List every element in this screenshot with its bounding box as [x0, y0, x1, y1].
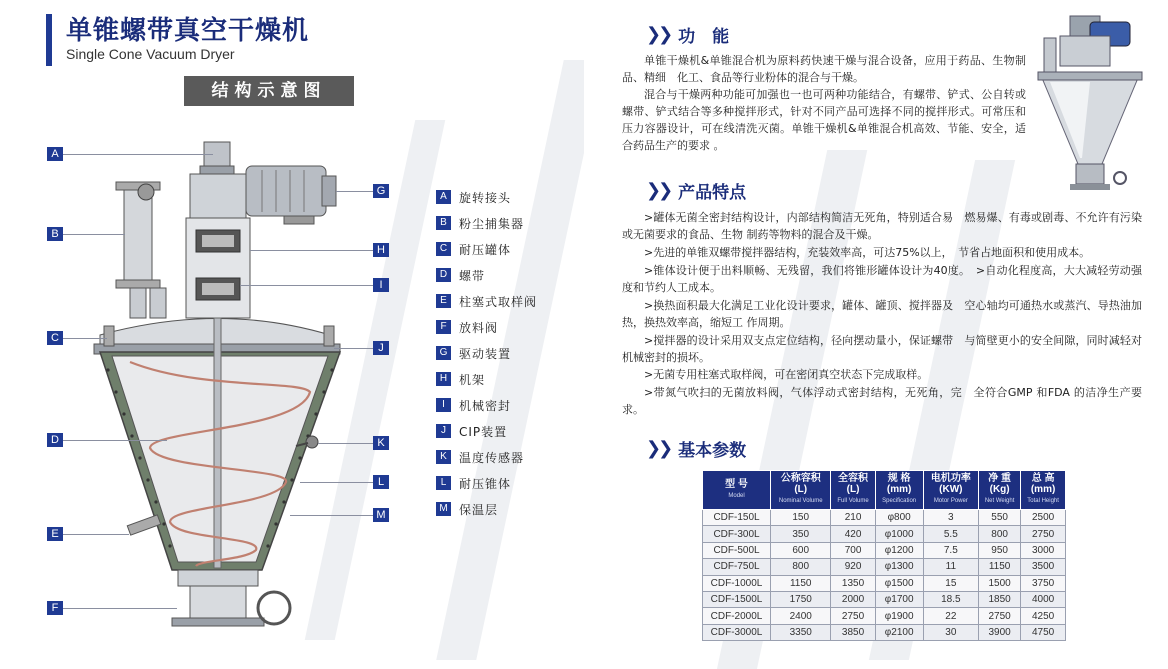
- table-cell: 950: [979, 542, 1021, 558]
- component-legend: [436, 184, 537, 522]
- table-cell: 600: [771, 542, 831, 558]
- table-row: [703, 624, 1066, 640]
- motor-shape: [246, 166, 326, 216]
- column-header: 电机功率 (KW) Motor Power: [923, 471, 979, 510]
- table-cell: 4750: [1021, 624, 1066, 640]
- table-cell: 3: [923, 510, 979, 526]
- feature-item: >换热面积最大化满足工业化设计要求，罐体、罐顶、搅拌器及 空心轴均可通热水或蒸汽、导热油加热，换热效率高，缩短工 作周期。: [622, 299, 1142, 329]
- function-heading-text: 功 能: [678, 27, 730, 47]
- table-cell: 3750: [1021, 575, 1066, 591]
- legend-item: [436, 236, 537, 262]
- leader-line: [336, 191, 373, 192]
- legend-item: [436, 340, 537, 366]
- callout-D: D: [47, 433, 63, 447]
- callout-E: E: [47, 527, 63, 541]
- page-subtitle: Single Cone Vacuum Dryer: [66, 46, 235, 62]
- legend-item: [436, 418, 537, 444]
- table-cell: 1350: [831, 575, 875, 591]
- table-cell: 2750: [1021, 526, 1066, 542]
- leader-line: [63, 608, 177, 609]
- table-cell: CDF-1000L: [703, 575, 771, 591]
- table-cell: φ1900: [875, 608, 923, 624]
- table-cell: 15: [923, 575, 979, 591]
- leader-line: [300, 482, 373, 483]
- legend-label: 机械密封: [459, 398, 512, 413]
- chevron-right-icon: ❯❯: [646, 24, 671, 45]
- table-row: [703, 591, 1066, 607]
- table-cell: 3000: [1021, 542, 1066, 558]
- table-cell: CDF-750L: [703, 559, 771, 575]
- table-cell: CDF-300L: [703, 526, 771, 542]
- table-cell: φ800: [875, 510, 923, 526]
- table-cell: 11: [923, 559, 979, 575]
- table-row: [703, 608, 1066, 624]
- table-cell: CDF-2000L: [703, 608, 771, 624]
- column-header: 型 号 Model: [703, 471, 771, 510]
- function-paragraph-1: 单锥干燥机&单锥混合机为原料药快速干燥与混合设备，应用于药品、生物制品、精细 化工、食品等行业粉体的混合与干燥。: [622, 54, 1026, 84]
- callout-M: M: [373, 508, 389, 522]
- right-page: [592, 0, 1168, 669]
- table-cell: 3500: [1021, 559, 1066, 575]
- table-cell: 3850: [831, 624, 875, 640]
- legend-label: 保温层: [459, 502, 499, 517]
- legend-item: [436, 210, 537, 236]
- table-row: [703, 575, 1066, 591]
- legend-key: L: [436, 476, 451, 490]
- legend-key: I: [436, 398, 451, 412]
- spec-table-body: [703, 510, 1066, 641]
- legend-item: [436, 184, 537, 210]
- legend-label: 驱动装置: [459, 346, 512, 361]
- table-cell: CDF-150L: [703, 510, 771, 526]
- leader-line: [63, 338, 107, 339]
- table-cell: CDF-1500L: [703, 591, 771, 607]
- legend-label: 放料阀: [459, 320, 499, 335]
- column-header: 规 格 (mm) Specification: [875, 471, 923, 510]
- column-header: 净 重 (Kg) Net Weight: [979, 471, 1021, 510]
- table-cell: φ2100: [875, 624, 923, 640]
- table-cell: 5.5: [923, 526, 979, 542]
- table-cell: 4000: [1021, 591, 1066, 607]
- legend-label: 螺带: [459, 268, 486, 283]
- dryer-product-photo: [1030, 8, 1150, 200]
- callout-I: I: [373, 278, 389, 292]
- table-cell: 1150: [979, 559, 1021, 575]
- leader-line: [334, 348, 373, 349]
- page-title: 单锥螺带真空干燥机: [66, 16, 310, 46]
- table-cell: 150: [771, 510, 831, 526]
- column-header: 公称容积 (L) Nominal Volume: [771, 471, 831, 510]
- callout-C: C: [47, 331, 63, 345]
- table-cell: 3900: [979, 624, 1021, 640]
- table-cell: 1850: [979, 591, 1021, 607]
- dust-collector-shape: [124, 186, 152, 286]
- feature-item: >先进的单锥双螺带搅拌器结构，充装效率高，可达75%以上， 节省占地面积和使用成本。: [644, 246, 1091, 259]
- feature-item: >罐体无菌全密封结构设计，内部结构简洁无死角，特别适合易 燃易爆、有毒或剧毒、不允许有污染或无菌要求的食品、生物 制药等物料的混合及干燥。: [622, 211, 1142, 241]
- legend-label: CIP装置: [459, 424, 508, 439]
- table-cell: 3350: [771, 624, 831, 640]
- leader-line: [290, 515, 373, 516]
- legend-item: [436, 496, 537, 522]
- table-cell: φ1000: [875, 526, 923, 542]
- table-row: [703, 526, 1066, 542]
- legend-item: [436, 366, 537, 392]
- callout-G: G: [373, 184, 389, 198]
- legend-key: K: [436, 450, 451, 464]
- legend-label: 机架: [459, 372, 486, 387]
- legend-key: G: [436, 346, 451, 360]
- callout-B: B: [47, 227, 63, 241]
- table-cell: φ1200: [875, 542, 923, 558]
- table-cell: 800: [771, 559, 831, 575]
- legend-label: 耐压罐体: [459, 242, 512, 257]
- table-cell: 4250: [1021, 608, 1066, 624]
- chevron-right-icon: ❯❯: [646, 180, 671, 201]
- table-cell: 2400: [771, 608, 831, 624]
- function-paragraph-2: 混合与干燥两种功能可加强也一也可两种功能结合，有螺带、铲式、公自转或螺带、铲式结合等多种搅拌形式，针对不同产品可选择不同的搅拌形式。可常压和压力容器设计，可在线清洗灭菌。单锥干燥机&单锥混合机高效、节能、安全，适合药品生产的要求 。: [622, 88, 1026, 152]
- leader-line: [63, 440, 167, 441]
- table-cell: φ1700: [875, 591, 923, 607]
- table-cell: 420: [831, 526, 875, 542]
- table-cell: CDF-3000L: [703, 624, 771, 640]
- legend-key: B: [436, 216, 451, 230]
- table-row: [703, 542, 1066, 558]
- table-cell: 1150: [771, 575, 831, 591]
- legend-label: 温度传感器: [459, 450, 525, 465]
- table-cell: 2750: [831, 608, 875, 624]
- leader-line: [63, 534, 129, 535]
- title-accent-bar: [46, 14, 52, 66]
- table-cell: 700: [831, 542, 875, 558]
- table-row: [703, 559, 1066, 575]
- leader-line: [240, 285, 373, 286]
- leader-line: [318, 443, 373, 444]
- legend-item: [436, 444, 537, 470]
- diagram-banner: 结构示意图: [184, 76, 354, 106]
- table-cell: 1750: [771, 591, 831, 607]
- table-cell: 30: [923, 624, 979, 640]
- legend-key: H: [436, 372, 451, 386]
- table-header-row: [703, 471, 1066, 510]
- feature-item: >无菌专用柱塞式取样阀，可在密闭真空状态下完成取样。: [644, 368, 929, 381]
- table-cell: 550: [979, 510, 1021, 526]
- leader-line: [250, 250, 373, 251]
- legend-label: 粉尘捕集器: [459, 216, 525, 231]
- legend-key: D: [436, 268, 451, 282]
- table-row: [703, 510, 1066, 526]
- features-heading: [646, 178, 746, 203]
- chevron-right-icon: ❯❯: [646, 438, 671, 459]
- legend-key: C: [436, 242, 451, 256]
- table-cell: φ1500: [875, 575, 923, 591]
- table-cell: 2500: [1021, 510, 1066, 526]
- callout-K: K: [373, 436, 389, 450]
- legend-item: [436, 288, 537, 314]
- legend-key: J: [436, 424, 451, 438]
- table-cell: 920: [831, 559, 875, 575]
- table-cell: 2750: [979, 608, 1021, 624]
- callout-A: A: [47, 147, 63, 161]
- shaft-shape: [214, 318, 221, 568]
- legend-label: 耐压锥体: [459, 476, 512, 491]
- legend-label: 旋转接头: [459, 190, 512, 205]
- function-heading: [646, 22, 729, 47]
- feature-item: >搅拌器的设计采用双支点定位结构，径向摆动量小，保证螺带 与简壁更小的安全间隙，同时减轻对机械密封的损坏。: [622, 334, 1142, 364]
- dryer-structure-diagram: [0, 130, 420, 650]
- legend-key: M: [436, 502, 451, 516]
- table-cell: 210: [831, 510, 875, 526]
- leader-line: [63, 154, 213, 155]
- callout-F: F: [47, 601, 63, 615]
- table-cell: 18.5: [923, 591, 979, 607]
- callout-J: J: [373, 341, 389, 355]
- column-header: 全容积 (L) Full Volume: [831, 471, 875, 510]
- legend-label: 柱塞式取样阀: [459, 294, 538, 309]
- feature-item: >锥体设计便于出料顺畅、无残留，我们将锥形罐体设计为40度。 >自动化程度高，大大减轻劳动强度和节约人工成本。: [622, 264, 1142, 294]
- table-cell: φ1300: [875, 559, 923, 575]
- leader-line: [63, 234, 125, 235]
- table-cell: CDF-500L: [703, 542, 771, 558]
- table-cell: 2000: [831, 591, 875, 607]
- params-heading: [646, 436, 746, 461]
- spec-table: [702, 470, 1066, 641]
- table-cell: 800: [979, 526, 1021, 542]
- legend-key: A: [436, 190, 451, 204]
- callout-L: L: [373, 475, 389, 489]
- drive-gearbox-shape: [190, 174, 246, 218]
- table-cell: 7.5: [923, 542, 979, 558]
- legend-item: [436, 314, 537, 340]
- legend-key: F: [436, 320, 451, 334]
- table-cell: 22: [923, 608, 979, 624]
- legend-item: [436, 470, 537, 496]
- legend-item: [436, 262, 537, 288]
- legend-key: E: [436, 294, 451, 308]
- table-cell: 1500: [979, 575, 1021, 591]
- features-heading-text: 产品特点: [678, 183, 747, 203]
- feature-item: >带氮气吹扫的无菌放料阀，气体浮动式密封结构，无死角，完 全符合GMP 和FDA 的洁净生产要求。: [622, 386, 1142, 416]
- legend-item: [436, 392, 537, 418]
- callout-H: H: [373, 243, 389, 257]
- params-heading-text: 基本参数: [678, 441, 747, 461]
- column-header: 总 高 (mm) Total Height: [1021, 471, 1066, 510]
- table-cell: 350: [771, 526, 831, 542]
